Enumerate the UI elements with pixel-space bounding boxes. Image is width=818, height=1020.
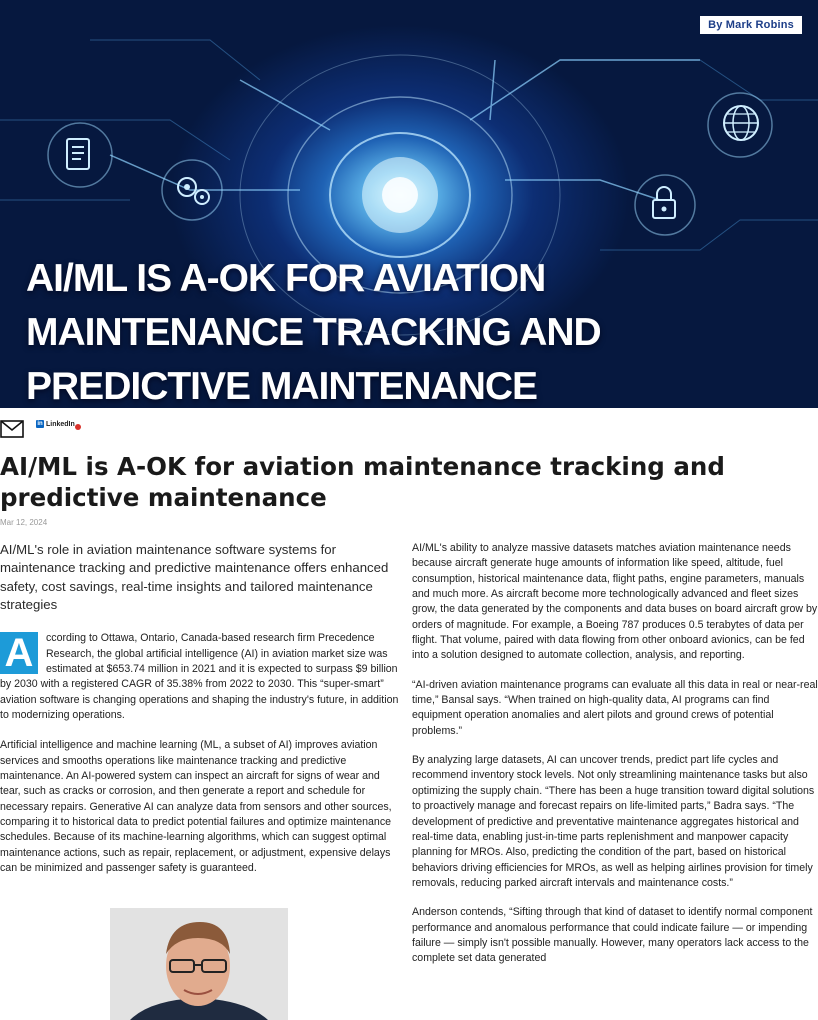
drop-cap: A — [0, 632, 38, 674]
hero-banner — [0, 0, 818, 408]
article-paragraph — [0, 631, 402, 723]
article-paragraph: AI/ML's ability to analyze massive datasets matches aviation maintenance needs because aircraft generate huge amounts of information like speed, altitude, fuel consumption, historical maintenance data, flight paths, engine parameters, manuals and much more. As aircraft become more technologically advanced and fleet sizes grow, the data generated by the components and data buses on board aircraft grow by orders of magnitude. For example, a Boeing 787 produces 0.5 terabytes of data per flight. That volume, paired with data flowing from other onboard avionics, can be fed into a solution designed to automate collection, analysis, and reporting. — [412, 542, 818, 662]
envelope-icon[interactable] — [0, 420, 24, 438]
article-paragraph: By analyzing large datasets, AI can uncover trends, predict part life cycles and recommend inventory stock levels. Not only streamlining maintenance tasks but also optimizing the supply chain. “There has been a huge transition toward digital solutions to proactively manage and forecast repairs on life-limited parts,” Badra says. “The development of predictive and preventative maintenance aggregates historical and real-time data, enabling just-in-time parts replenishment and manpower capacity planning for MROs. Also, predicting the condition of the part, based on historical behaviors driving efficiencies for MROs, as well as helping airlines provision for timely removals, reducing parked aircraft intervals and maintenance costs.” — [412, 754, 815, 889]
linkedin-label: LinkedIn — [46, 420, 75, 428]
article-lede: AI/ML's role in aviation maintenance software systems for maintenance tracking and predictive maintenance offers enhanced safety, cost savings, real-time insights and tailored maintenance strategies — [0, 542, 389, 612]
article-title: AI/ML is A-OK for aviation maintenance tracking and predictive maintenance — [0, 452, 725, 512]
share-bar — [0, 414, 200, 440]
linkedin-share-button[interactable] — [36, 418, 81, 430]
hero-title-line: AI/ML IS A-OK FOR AVIATION — [26, 257, 546, 300]
article-column-left — [0, 541, 402, 891]
article-date: Mar 12, 2024 — [0, 518, 48, 527]
hero-title — [26, 252, 806, 408]
globe-icon — [718, 100, 764, 146]
person-portrait-image — [110, 908, 288, 1020]
author-byline: By Mark Robins — [700, 16, 802, 34]
article-paragraph: “AI-driven aviation maintenance programs can evaluate all this data in real or near-real time,” Bansal says. “When trained on high-quality data, AI programs can find equipment operation anomalies and alert pilots and ground crews of potential problems.” — [412, 678, 818, 737]
article-paragraph: Anderson contends, “Sifting through that kind of dataset to identify normal component performance and anomalous performance that could indicate failure — or impending failure — simply isn't possible manually. However, many operators lack access to the complete set data generated — [412, 906, 813, 965]
notification-dot-icon — [75, 424, 81, 430]
hero-title-line: MAINTENANCE TRACKING AND — [26, 311, 601, 354]
hero-title-line: PREDICTIVE MAINTENANCE — [26, 365, 538, 408]
article-paragraph-text: ccording to Ottawa, Ontario, Canada-based research firm Precedence Research, the global artificial intelligence (AI) in aviation market size was estimated at $653.74 million in 2021 and it is expected to surpass $9 billion by 2030 with a registered CAGR of 35.38% from 2022 to 2030. This “super-smart” aviation software is changing operations and shaping the industry's future, in addition to modernizing operations. — [0, 632, 399, 721]
author-photo — [110, 908, 288, 1020]
linkedin-icon: in — [37, 421, 43, 427]
article-paragraph: Artificial intelligence and machine learning (ML, a subset of AI) improves aviation services and smooths operations like maintenance tracking and predictive maintenance. An AI-powered system can inspect an aircraft for signs of wear and tear, such as cracks or corrosion, and then generate a report and schedule for necessary repairs. Generative AI can analyze data from sensors and other sources, comparing it to historical data to predict potential failures and optimize maintenance schedules. Because of its machine-learning algorithms, which can suggest optimal maintenance actions, such as repair, replacement, or adjustment, expensive delays can be minimized and passenger safety is guaranteed. — [0, 739, 392, 874]
article-column-right — [412, 541, 818, 981]
padlock-icon — [648, 184, 680, 222]
document-icon — [62, 137, 96, 173]
gears-icon — [172, 170, 214, 210]
